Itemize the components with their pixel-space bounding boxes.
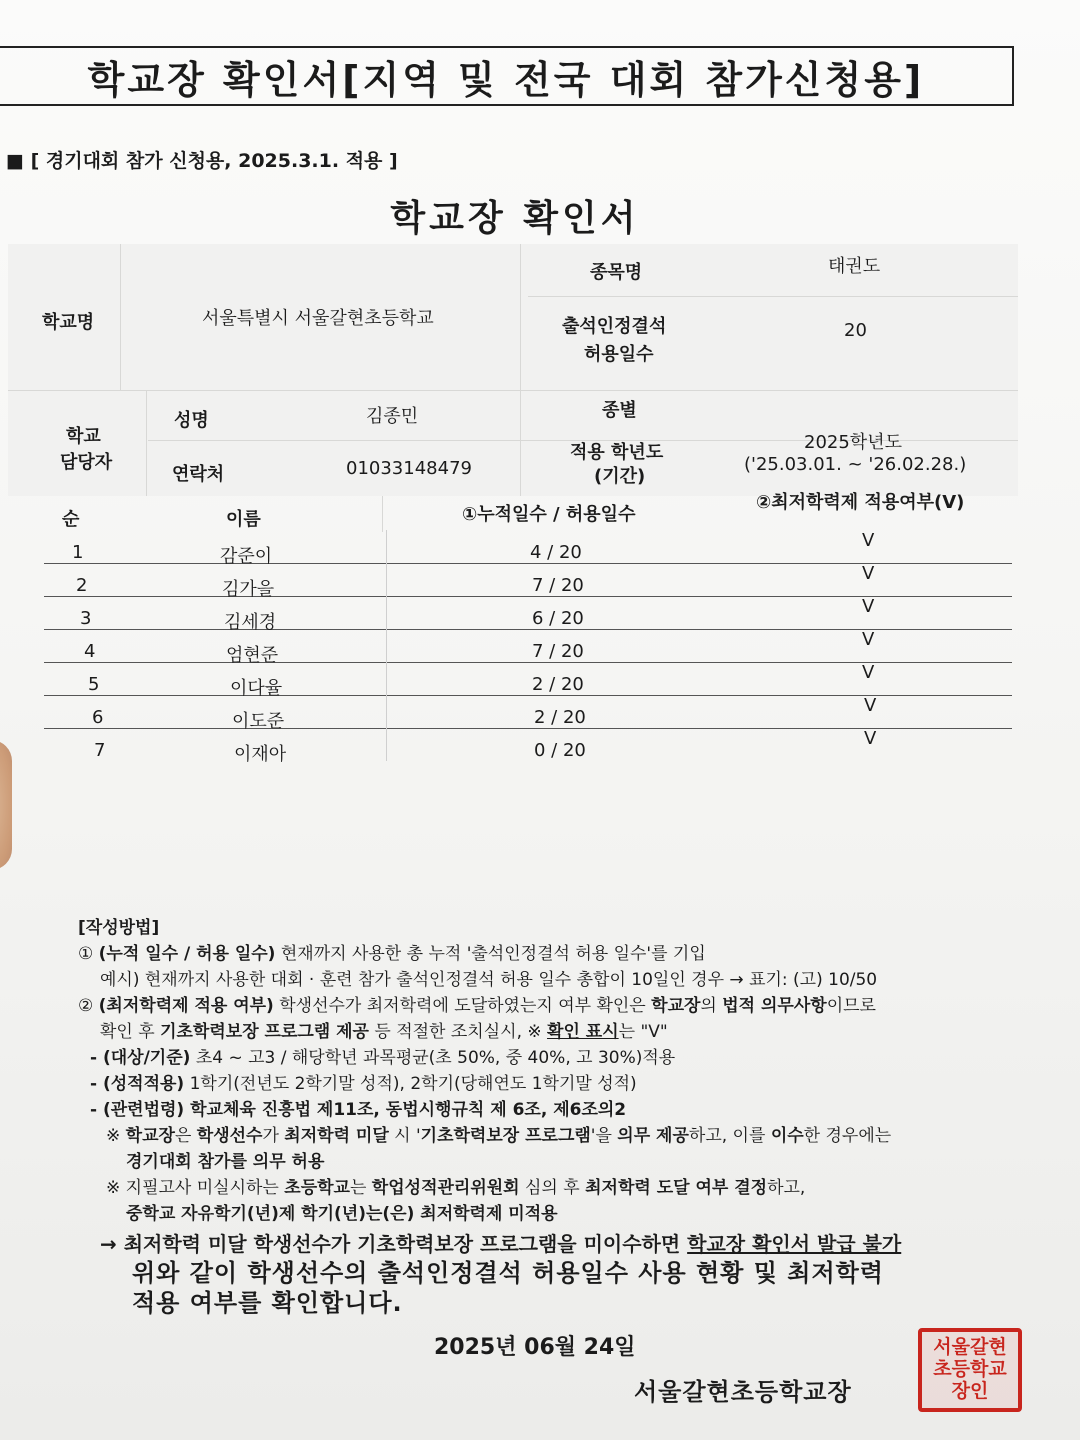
category-label: 종별 (602, 400, 637, 421)
row-check: V (862, 629, 875, 650)
table-row (44, 728, 1012, 765)
principal-signature: 서울갈현초등학교장 (634, 1378, 852, 1406)
table-row (44, 596, 1012, 633)
year-value-line1: 2025학년도 (804, 432, 902, 453)
writing-guide (78, 915, 1018, 1257)
school-info-table (8, 244, 1018, 496)
guide-line-11: 중학교 자유학기(년)제 학기(년)는(은) 최저학력제 미적용 (126, 1204, 558, 1224)
row-days: 7 / 20 (532, 641, 584, 662)
guide-line-8: ※ 학교장은 학생선수가 최저학력 미달 시 '기초학력보장 프로그램'을 의무 제공하고, 이를 이수한 경우에는 (106, 1126, 892, 1146)
row-name: 감준이 (220, 546, 273, 567)
year-label-line2: (기간) (594, 466, 646, 487)
guide-line-12: → 최저학력 미달 학생선수가 기초학력보장 프로그램을 미이수하면 학교장 확인서 발급 불가 (100, 1232, 902, 1256)
row-days: 2 / 20 (532, 674, 584, 695)
row-days: 2 / 20 (534, 707, 586, 728)
row-days: 7 / 20 (532, 575, 584, 596)
row-check: V (862, 662, 875, 683)
school-name-label: 학교명 (42, 312, 95, 333)
absence-label-line2: 허용일수 (584, 344, 654, 365)
row-check: V (862, 596, 875, 617)
row-days: 6 / 20 (532, 608, 584, 629)
school-name-value: 서울특별시 서울갈현초등학교 (202, 308, 434, 329)
document-title: 학교장 확인서 (390, 198, 640, 239)
guide-line-5: - (대상/기준) 초4 ~ 고3 / 해당학년 과목평균(초 50%, 중 40%, 고 30%)적용 (90, 1048, 676, 1068)
row-number: 7 (94, 740, 106, 761)
table-row (44, 563, 1012, 600)
row-name: 김가을 (222, 579, 275, 600)
row-name: 엄현준 (226, 645, 279, 666)
row-name: 이도준 (232, 711, 285, 732)
manager-name-value: 김종민 (366, 406, 419, 427)
row-days: 0 / 20 (534, 740, 586, 761)
row-check: V (862, 563, 875, 584)
contact-label: 연락처 (172, 464, 225, 485)
table-row (44, 530, 1012, 567)
list-header-days: ①누적일수 / 허용일수 (462, 504, 636, 525)
event-value: 태권도 (828, 256, 881, 277)
year-label-line1: 적용 학년도 (570, 442, 664, 463)
guide-line-2: 예시) 현재까지 사용한 대회 · 훈련 참가 출석인정결석 허용 일수 총합이 10일인 경우 → 표기: (고) 10/50 (100, 970, 878, 990)
event-label: 종목명 (590, 262, 643, 283)
guide-line-9: 경기대회 참가를 의무 허용 (126, 1152, 325, 1172)
table-row (44, 695, 1012, 732)
row-number: 5 (88, 674, 100, 695)
row-name: 이다율 (230, 678, 283, 699)
finger-edge (0, 740, 12, 870)
row-number: 2 (76, 575, 88, 596)
banner-title: 학교장 확인서[지역 및 전국 대회 참가신청용] (0, 46, 1014, 106)
manager-label-line2: 담당자 (60, 452, 113, 473)
list-header-no: 순 (62, 509, 80, 530)
row-name: 이재아 (234, 744, 287, 765)
year-value-line2: ('25.03.01. ~ '26.02.28.) (744, 454, 967, 475)
list-header-name: 이름 (226, 509, 261, 530)
list-header-minimum: ②최저학력제 적용여부(V) (756, 492, 965, 513)
table-row (44, 629, 1012, 666)
guide-line-4: 확인 후 기초학력보장 프로그램 제공 등 적절한 조치실시, ※ 확인 표시는 "V" (100, 1022, 668, 1042)
guide-line-3: ② (최저학력제 적용 여부) 학생선수가 최저학력에 도달하였는지 여부 확인은 학교장의 법적 의무사항이므로 (78, 996, 876, 1016)
row-number: 1 (72, 542, 84, 563)
form-version-tag: ■ [ 경기대회 참가 신청용, 2025.3.1. 적용 ] (6, 150, 398, 172)
confirmation-statement: 위와 같이 학생선수의 출석인정결석 허용일수 사용 현황 및 최저학력 적용 여부를 확인합니다. (132, 1259, 884, 1317)
guide-heading: [작성방법] (78, 918, 160, 938)
school-seal-stamp-icon: 서울갈현초등학교장인 (918, 1328, 1022, 1412)
table-row (44, 662, 1012, 699)
manager-label-line1: 학교 (66, 426, 101, 447)
absence-days-value: 20 (844, 320, 867, 341)
row-check: V (862, 530, 875, 551)
row-check: V (864, 728, 877, 749)
row-name: 김세경 (224, 612, 277, 633)
manager-name-label: 성명 (174, 410, 209, 431)
row-number: 3 (80, 608, 92, 629)
row-check: V (864, 695, 877, 716)
guide-line-6: - (성적적용) 1학기(전년도 2학기말 성적), 2학기(당해연도 1학기말 성적) (90, 1074, 637, 1094)
row-days: 4 / 20 (530, 542, 582, 563)
guide-line-7: - (관련법령) 학교체육 진흥법 제11조, 동법시행규칙 제 6조, 제6조의2 (90, 1100, 627, 1120)
absence-label-line1: 출석인정결석 (562, 316, 667, 337)
guide-line-1: ① (누적 일수 / 허용 일수) 현재까지 사용한 총 누적 '출석인정결석 허용 일수'를 기입 (78, 944, 706, 964)
contact-value: 01033148479 (346, 458, 472, 479)
row-number: 4 (84, 641, 96, 662)
issue-date: 2025년 06월 24일 (434, 1335, 636, 1360)
guide-line-10: ※ 지필고사 미실시하는 초등학교는 학업성적관리위원회 심의 후 최저학력 도달 여부 결정하고, (106, 1178, 806, 1198)
row-number: 6 (92, 707, 104, 728)
